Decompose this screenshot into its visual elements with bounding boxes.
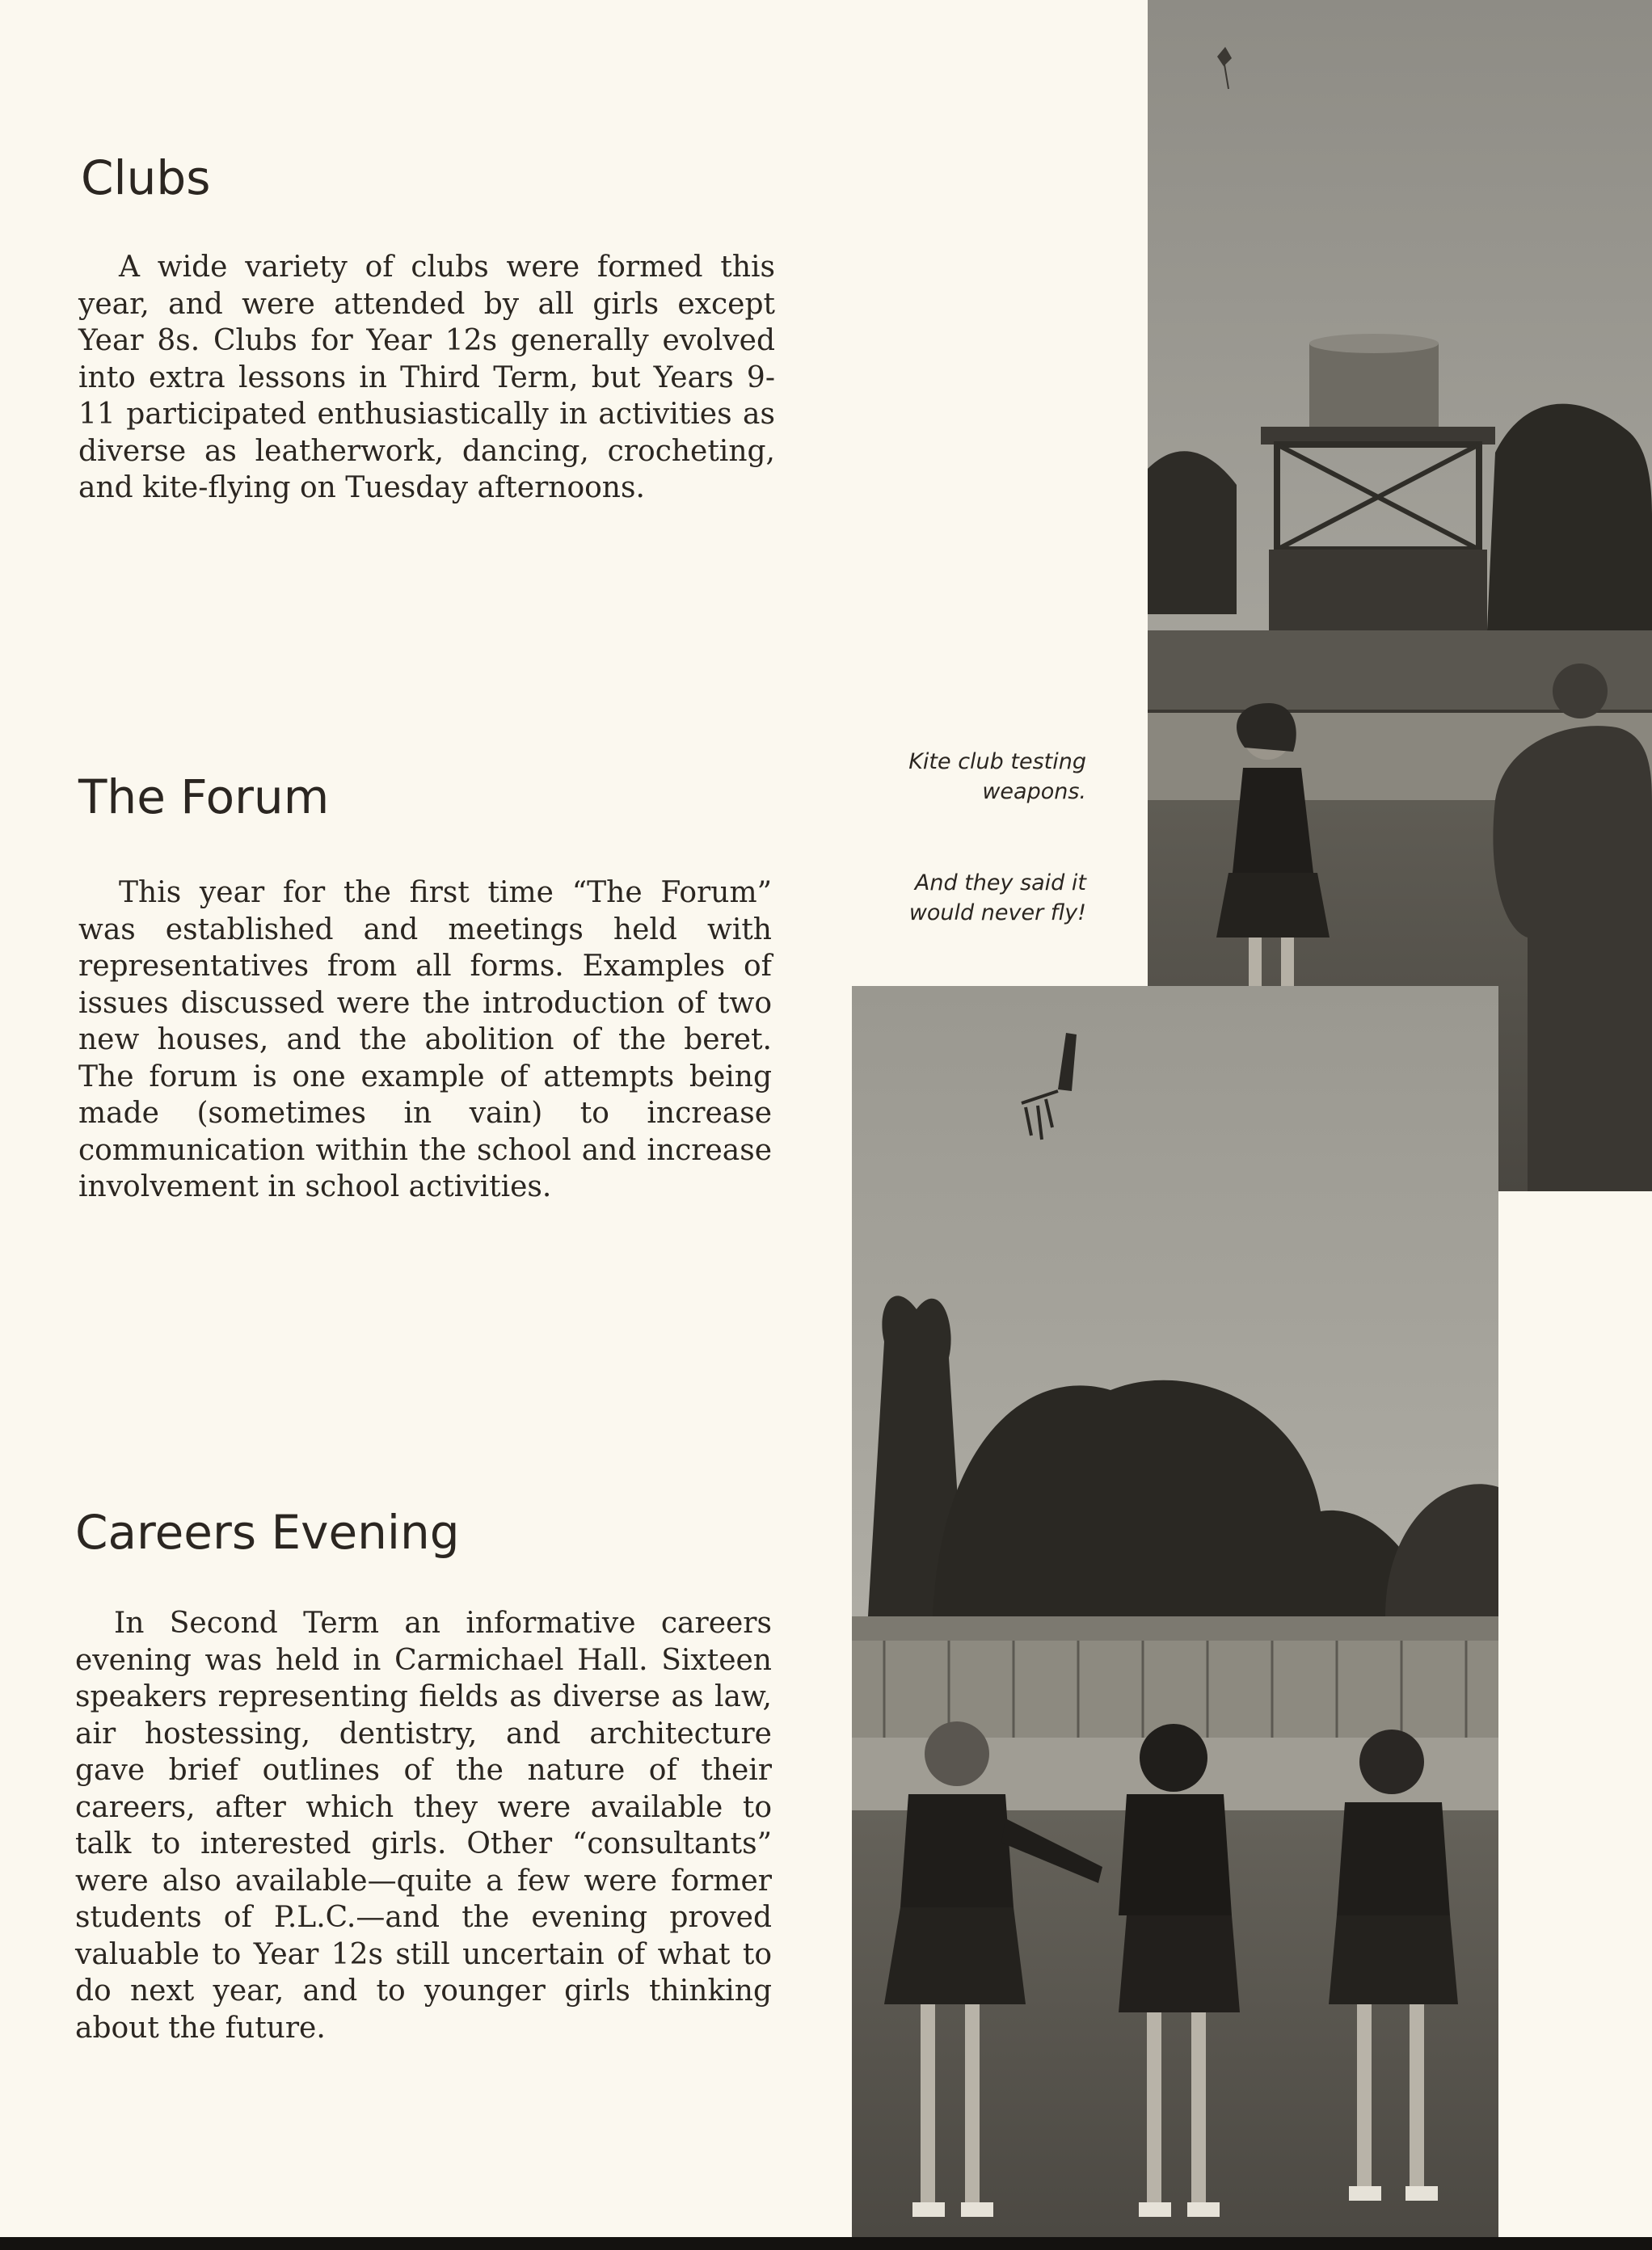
never-fly-caption: And they said it would never fly! xyxy=(908,870,1086,925)
forum-body: This year for the first time “The Forum” was established and meetings held with representatives from all forms. Examples of issues discussed were the introduction of two new houses, and the abolition of the beret. The forum is one example of attempts being made (sometimes in vain) to increase communication within the school and increase involvement in school activities. xyxy=(78,876,772,1203)
forum-heading: The Forum xyxy=(78,769,330,824)
bottom-border xyxy=(0,2237,1652,2250)
clubs-body: A wide variety of clubs were formed this year, and were attended by all girls except Year 8s. Clubs for Year 12s generally evolved into extra lessons in Third Term, but Years 9-11 participated enthusiastically in activities as diverse as leatherwork, dancing, crocheting, and kite-flying on Tuesday afternoons. xyxy=(78,251,775,504)
kite-flying-photo xyxy=(852,986,1498,2250)
careers-body: In Second Term an informative careers evening was held in Carmichael Hall. Sixteen speakers representing fields as diverse as law, air hostessing, dentistry, and architecture gave brief outlines of the nature of their careers, after which they were available to talk to interested girls. Other “consultants” were also available—quite a few were former students of P.L.C.—and the evening proved valuable to Year 12s still uncertain of what to do next year, and to younger girls thinking about the future. xyxy=(75,1607,772,2045)
clubs-heading: Clubs xyxy=(81,150,211,205)
kite-club-caption: Kite club testing weapons. xyxy=(908,749,1086,804)
careers-heading: Careers Evening xyxy=(75,1505,460,1560)
